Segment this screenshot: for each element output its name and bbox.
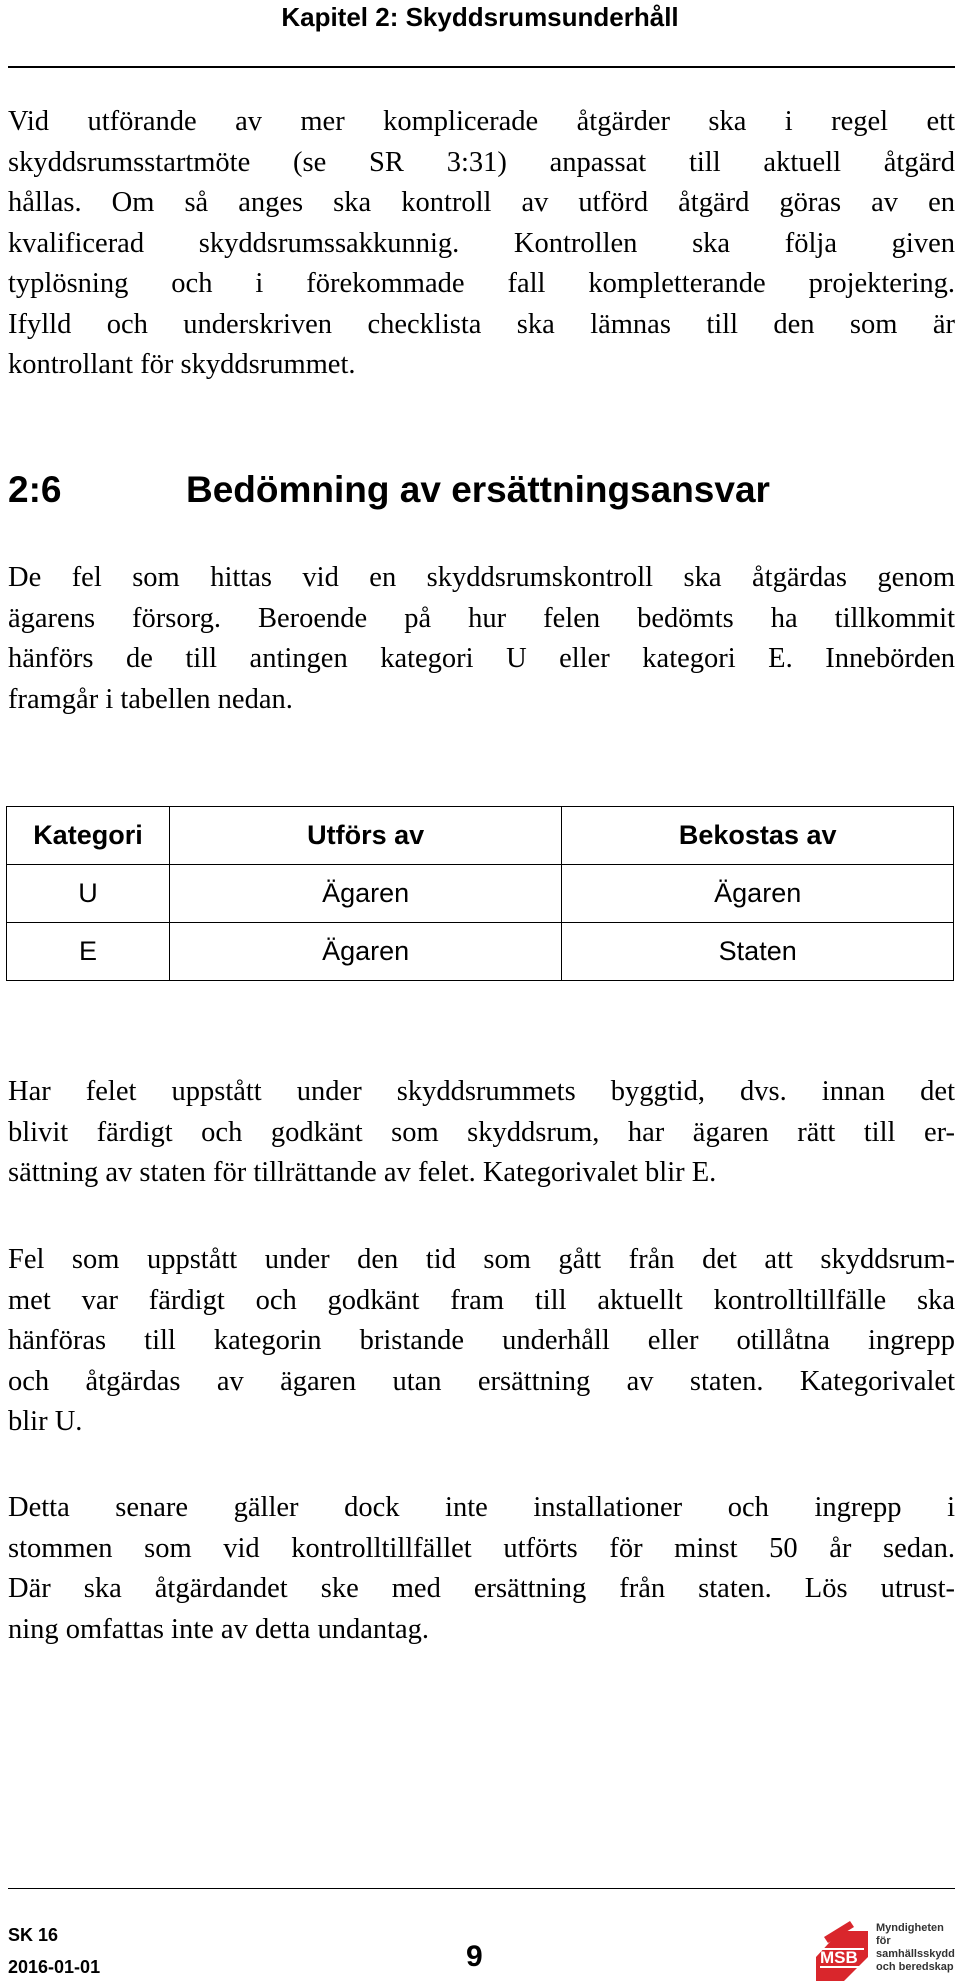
- paragraph-kategorier: [8, 558, 955, 720]
- table-cell: Ägaren: [169, 865, 562, 923]
- text-line: met var färdigt och godkänt fram till aktuellt kontrolltillfälle ska: [8, 1284, 955, 1316]
- logo-text-line: samhällsskydd: [876, 1948, 955, 1960]
- text-line: ning omfattas inte av detta undantag.: [8, 1613, 430, 1645]
- table-cell: Staten: [562, 923, 954, 981]
- column-header-utfors-av: Utförs av: [169, 807, 562, 865]
- text-line: skyddsrumsstartmöte (se SR 3:31) anpassat till aktuell åtgärd: [8, 146, 955, 178]
- section-number: 2:6: [8, 469, 62, 510]
- table-cell: E: [7, 923, 170, 981]
- text-line: blir U.: [8, 1406, 83, 1437]
- text-line: hållas. Om så anges ska kontroll av utförd åtgärd göras av en: [8, 187, 955, 218]
- text-line: sättning av staten för tillrättande av felet. Kategorivalet blir E.: [8, 1157, 717, 1188]
- text-line: Vid utförande av mer komplicerade åtgärder ska i regel ett: [8, 106, 955, 137]
- section-title: Bedömning av ersättningsansvar: [186, 469, 770, 510]
- paragraph-underhall: [8, 1240, 955, 1443]
- text-line: blivit färdigt och godkänt som skyddsrum, har ägaren rätt till er-: [8, 1116, 955, 1148]
- logo-text-line: och beredskap: [876, 1961, 954, 1973]
- text-line: Har felet uppstått under skyddsrummets byggtid, dvs. innan det: [8, 1076, 955, 1107]
- text-line: och åtgärdas av ägaren utan ersättning av staten. Kategorivalet: [8, 1365, 955, 1397]
- paragraph-undantag: [8, 1488, 955, 1650]
- table-cell: U: [7, 865, 170, 923]
- text-line: framgår i tabellen nedan.: [8, 683, 293, 715]
- text-line: Där ska åtgärdandet ske med ersättning från staten. Lös utrust-: [8, 1573, 955, 1604]
- paragraph-byggtid: [8, 1072, 955, 1194]
- table-row: [7, 923, 954, 981]
- footer-divider: [8, 1888, 955, 1889]
- text-line: kvalificerad skyddsrumssakkunnig. Kontrollen ska följa given: [8, 227, 955, 259]
- logo-agency-name: [876, 1922, 958, 1974]
- column-header-bekostas-av: Bekostas av: [562, 807, 954, 865]
- paragraph-startmote: [8, 102, 955, 386]
- table-cell: Ägaren: [169, 923, 562, 981]
- section-heading: [8, 468, 770, 512]
- text-line: hänförs de till antingen kategori U eller kategori E. Innebörden: [8, 643, 955, 674]
- text-line: ägarens försorg. Beroende på hur felen bedömts ha tillkommit: [8, 602, 955, 634]
- text-line: hänföras till kategorin bristande underhåll eller otillåtna ingrepp: [8, 1325, 955, 1356]
- text-line: stommen som vid kontrolltillfället utförts för minst 50 år sedan.: [8, 1532, 955, 1564]
- document-date: 2016-01-01: [8, 1957, 101, 1977]
- text-line: Fel som uppstått under den tid som gått från det att skyddsrum-: [8, 1244, 955, 1275]
- text-line: Detta senare gäller dock inte installationer och ingrepp i: [8, 1492, 955, 1523]
- table-header-row: [7, 807, 954, 865]
- document-id: SK 16: [8, 1925, 59, 1945]
- table-cell: Ägaren: [562, 865, 954, 923]
- logo-text-line: Myndigheten för: [876, 1922, 944, 1947]
- header-divider: [8, 66, 955, 68]
- logo-mark-text: MSB: [820, 1948, 858, 1967]
- table-row: [7, 865, 954, 923]
- page-header-title: Kapitel 2: Skyddsrumsunderhåll: [281, 2, 679, 32]
- page-number: 9: [466, 1940, 483, 1973]
- text-line: kontrollant för skyddsrummet.: [8, 349, 356, 380]
- column-header-kategori: Kategori: [7, 807, 170, 865]
- msb-logo-icon: [816, 1921, 868, 1981]
- text-line: De fel som hittas vid en skyddsrumskontroll ska åtgärdas genom: [8, 562, 955, 593]
- text-line: Ifylld och underskriven checklista ska lämnas till den som är: [8, 308, 955, 340]
- text-line: typlösning och i förekommade fall kompletterande projektering.: [8, 268, 955, 299]
- category-table: [6, 806, 954, 981]
